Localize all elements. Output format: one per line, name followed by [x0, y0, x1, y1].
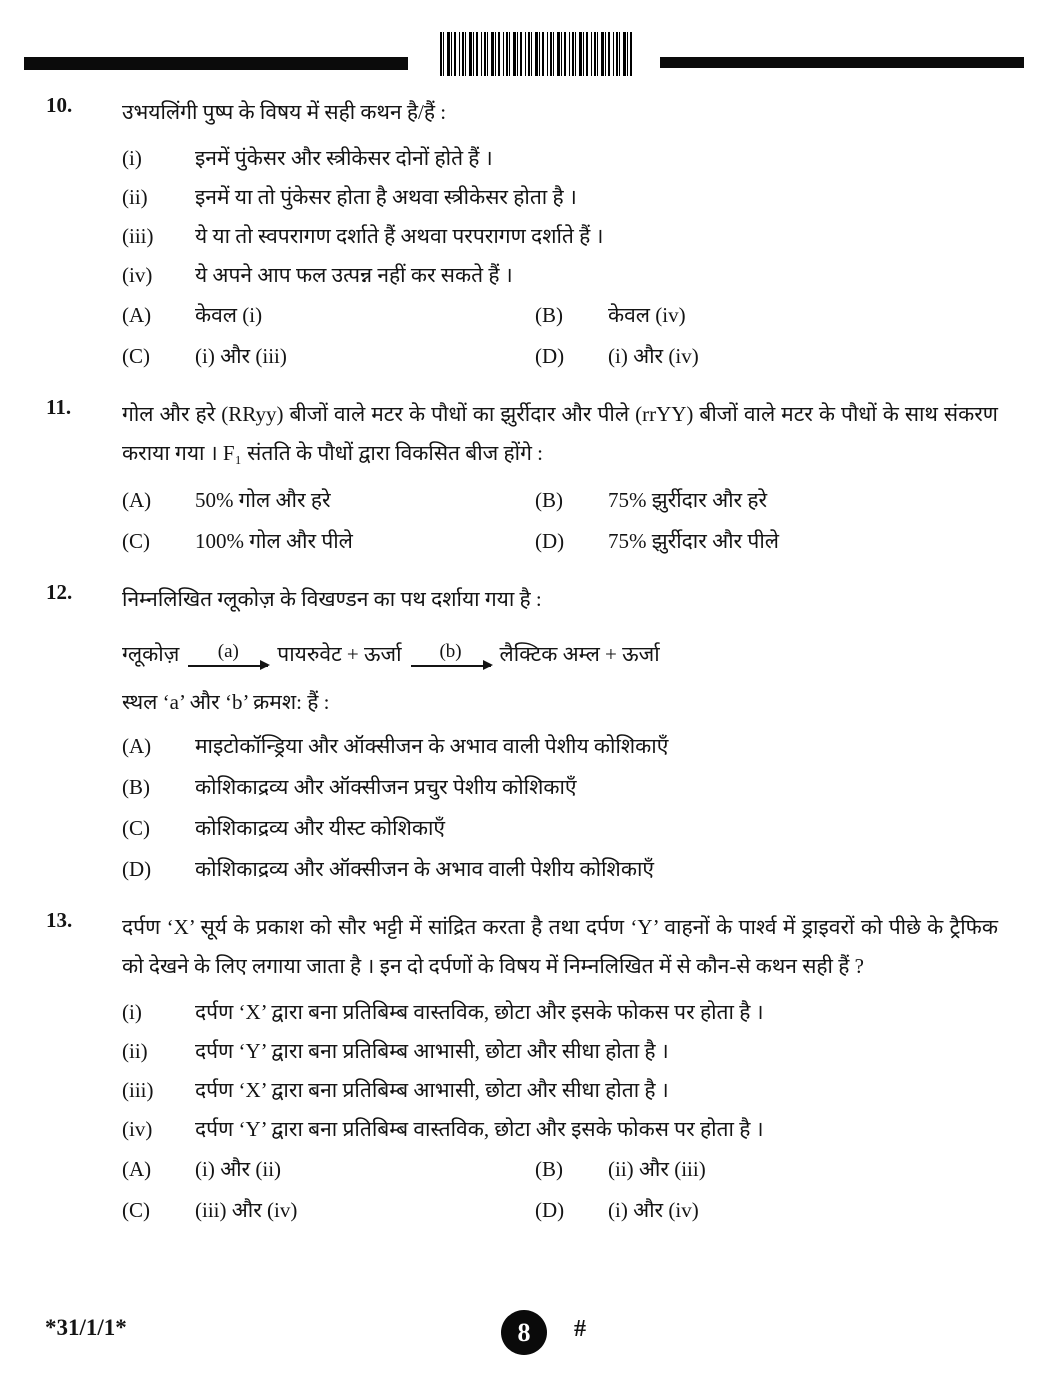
question-text: गोल और हरे (RRyy) बीजों वाले मटर के पौधों का झुर्रीदार और पीले (rrYY) बीजों वाले मटर के पौधों के साथ संकरण कराया गया । F₁ संतति के पौधों द्वारा विकसित बीज होंगे :: [122, 402, 998, 465]
question-text: उभयलिंगी पुष्प के विषय में सही कथन है/हैं :: [122, 100, 447, 124]
question-number: 12.: [46, 580, 73, 604]
option-text: (i) और (iv): [608, 344, 699, 368]
statement-label: (iii): [122, 224, 154, 248]
reaction-arrow-b: [411, 642, 491, 667]
reaction-arrow-a: [188, 642, 268, 667]
option-label: (D): [535, 1198, 565, 1222]
reaction-step-label: (b): [439, 640, 462, 662]
option-b: [122, 774, 998, 800]
question-number: 11.: [46, 395, 72, 419]
question-11: [46, 395, 998, 554]
option-text: कोशिकाद्रव्य और ऑक्सीजन प्रचुर पेशीय कोशिकाएँ: [195, 775, 577, 799]
paper-code: *31/1/1*: [45, 1315, 127, 1340]
statement: [122, 224, 998, 248]
option-label: (B): [535, 1157, 563, 1181]
statement: [122, 146, 998, 170]
page-number: 8: [517, 1317, 531, 1347]
option-text: केवल (i): [195, 303, 263, 327]
option-text: माइटोकॉन्ड्रिया और ऑक्सीजन के अभाव वाली पेशीय कोशिकाएँ: [195, 734, 669, 758]
statement: [122, 1000, 998, 1024]
question-number: 13.: [46, 908, 73, 932]
option-text: 100% गोल और पीले: [195, 529, 353, 553]
option-label: (C): [122, 1198, 150, 1222]
option-c: [122, 343, 535, 369]
option-c: [122, 528, 535, 554]
option-label: (C): [122, 344, 150, 368]
option-b: [535, 487, 998, 513]
statement-text: दर्पण ‘X’ द्वारा बना प्रतिबिम्ब आभासी, छोटा और सीधा होता है ।: [195, 1078, 669, 1102]
statement: [122, 185, 998, 209]
option-label: (A): [122, 488, 152, 512]
option-b: [535, 1156, 998, 1182]
option-a: [122, 302, 535, 328]
statement-text: इनमें या तो पुंकेसर होता है अथवा स्त्रीकेसर होता है ।: [195, 185, 577, 209]
option-text: कोशिकाद्रव्य और यीस्ट कोशिकाएँ: [195, 816, 446, 840]
statement: [122, 263, 998, 287]
question-10: [46, 93, 998, 369]
option-label: (D): [535, 529, 565, 553]
page-number-badge: [501, 1310, 547, 1355]
question-text: निम्नलिखित ग्लूकोज़ के विखण्डन का पथ दर्शाया गया है :: [122, 587, 542, 611]
option-text: कोशिकाद्रव्य और ऑक्सीजन के अभाव वाली पेशीय कोशिकाएँ: [195, 857, 654, 881]
reaction-step-label: (a): [217, 640, 239, 662]
options-grid: [122, 1156, 998, 1223]
option-text: (i) और (iii): [195, 344, 287, 368]
option-c: [122, 1197, 535, 1223]
options-grid: [122, 487, 998, 554]
option-text: 75% झुर्रीदार और हरे: [608, 488, 768, 512]
option-text: (i) और (iv): [608, 1198, 699, 1222]
question-12: [46, 580, 998, 882]
option-label: (A): [122, 1157, 152, 1181]
option-label: (C): [122, 529, 150, 553]
top-left-rule: [24, 57, 408, 70]
option-a: [122, 733, 998, 759]
statement-label: (i): [122, 146, 142, 170]
option-c: [122, 815, 998, 841]
statement-label: (ii): [122, 1039, 148, 1063]
option-text: केवल (iv): [608, 303, 686, 327]
statement-text: ये या तो स्वपरागण दर्शाते हैं अथवा परपरागण दर्शाते हैं ।: [195, 224, 604, 248]
option-label: (C): [122, 816, 150, 840]
reaction-product: लैक्टिक अम्ल + ऊर्जा: [499, 642, 660, 666]
option-label: (A): [122, 734, 152, 758]
statement-label: (i): [122, 1000, 142, 1024]
option-a: [122, 487, 535, 513]
options-list: [122, 733, 998, 882]
option-text: (i) और (ii): [195, 1157, 282, 1181]
option-label: (D): [122, 857, 152, 881]
question-followup-text: स्थल ‘a’ और ‘b’ क्रमश: हैं :: [122, 690, 330, 714]
top-right-rule: [660, 57, 1024, 68]
statement-text: दर्पण ‘Y’ द्वारा बना प्रतिबिम्ब आभासी, छोटा और सीधा होता है ।: [195, 1039, 669, 1063]
statement-label: (iii): [122, 1078, 154, 1102]
option-label: (D): [535, 344, 565, 368]
option-b: [535, 302, 998, 328]
statement-text: दर्पण ‘Y’ द्वारा बना प्रतिबिम्ब वास्तविक, छोटा और इसके फोकस पर होता है ।: [195, 1117, 764, 1141]
statement: [122, 1117, 998, 1141]
statement-text: इनमें पुंकेसर और स्त्रीकेसर दोनों होते हैं ।: [195, 146, 493, 170]
hash-mark: #: [574, 1316, 586, 1342]
option-d: [535, 1197, 998, 1223]
options-grid: [122, 302, 998, 369]
statement-text: ये अपने आप फल उत्पन्न नहीं कर सकते हैं ।: [195, 263, 513, 287]
statement-label: (iv): [122, 263, 153, 287]
option-label: (A): [122, 303, 152, 327]
statement: [122, 1078, 998, 1102]
statement: [122, 1039, 998, 1063]
barcode-icon: [440, 32, 633, 76]
option-text: 50% गोल और हरे: [195, 488, 331, 512]
question-13: [46, 908, 998, 1223]
option-text: (iii) और (iv): [195, 1198, 298, 1222]
option-label: (B): [535, 488, 563, 512]
option-text: 75% झुर्रीदार और पीले: [608, 529, 780, 553]
option-a: [122, 1156, 535, 1182]
right-arrow-icon: [188, 665, 268, 667]
option-text: (ii) और (iii): [608, 1157, 706, 1181]
option-d: [122, 856, 998, 882]
statement-label: (iv): [122, 1117, 153, 1141]
statement-text: दर्पण ‘X’ द्वारा बना प्रतिबिम्ब वास्तविक, छोटा और इसके फोकस पर होता है ।: [195, 1000, 764, 1024]
option-label: (B): [535, 303, 563, 327]
statement-label: (ii): [122, 185, 148, 209]
question-number: 10.: [46, 93, 73, 117]
right-arrow-icon: [411, 665, 491, 667]
reaction-reactant: ग्लूकोज़: [122, 642, 180, 666]
reaction-diagram: [122, 639, 998, 669]
option-label: (B): [122, 775, 150, 799]
question-text: दर्पण ‘X’ सूर्य के प्रकाश को सौर भट्टी में सांद्रित करता है तथा दर्पण ‘Y’ वाहनों के पार्श्व में ड्राइवरों को पीछे के ट्रैफिक को देखने के लिए लगाया जाता है । इन दो दर्पणों के विषय में निम्नलिखित में से कौन-से कथन सही हैं ?: [122, 915, 998, 978]
option-d: [535, 343, 998, 369]
option-d: [535, 528, 998, 554]
reaction-intermediate: पायरुवेट + ऊर्जा: [277, 642, 402, 666]
